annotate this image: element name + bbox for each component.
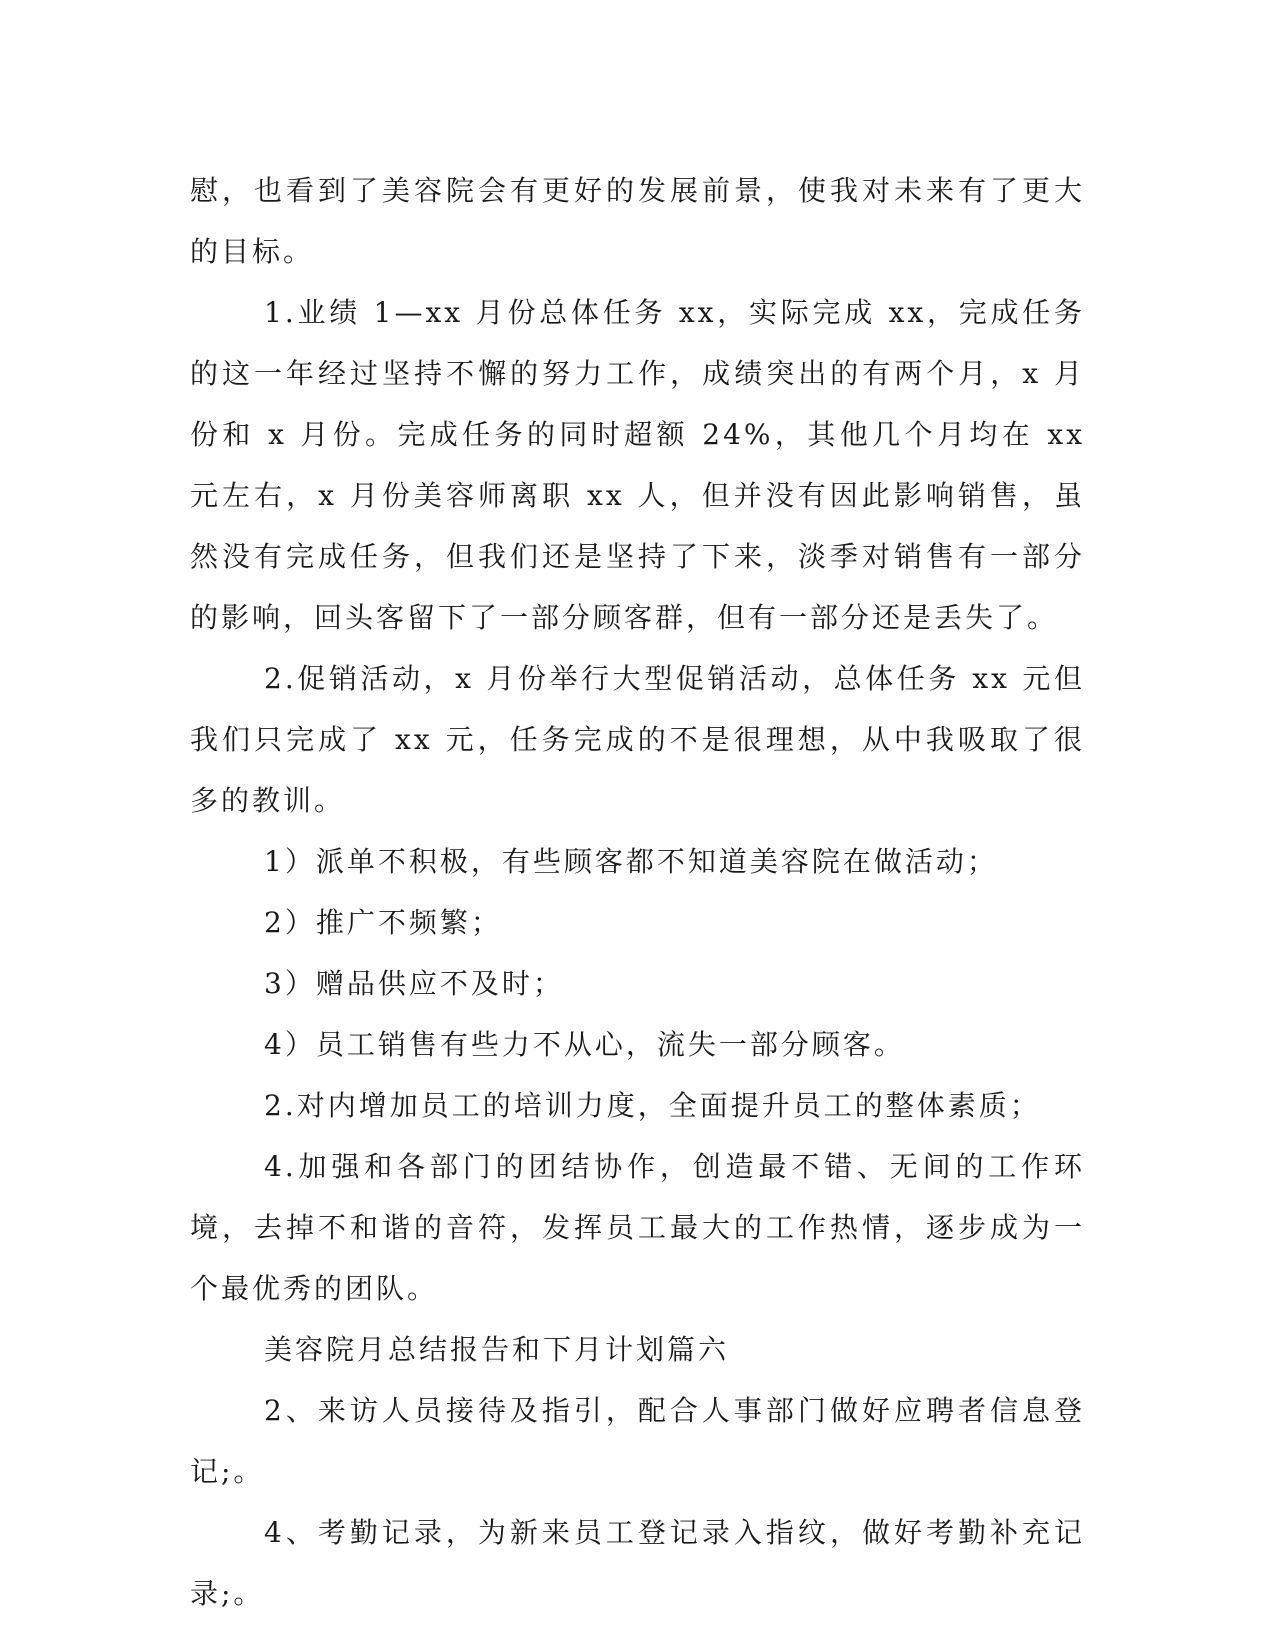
paragraph-promotion: 2.促销活动，x 月份举行大型促销活动，总体任务 xx 元但我们只完成了 xx 元，任务完成的不是很理想，从中我吸取了很多的教训。 <box>190 662 1085 817</box>
document-body <box>190 160 1085 1624</box>
paragraph-reception: 2、来访人员接待及指引，配合人事部门做好应聘者信息登记;。 <box>190 1394 1085 1488</box>
list-item: 2）推广不频繁； <box>264 906 502 939</box>
list-item: 4）员工销售有些力不从心，流失一部分顾客。 <box>264 1028 905 1061</box>
paragraph-training: 2.对内增加员工的培训力度，全面提升员工的整体素质； <box>264 1089 1041 1122</box>
paragraph-teamwork: 4.加强和各部门的团结协作，创造最不错、无间的工作环境，去掉不和谐的音符，发挥员工最大的工作热情，逐步成为一个最优秀的团队。 <box>190 1150 1085 1305</box>
paragraph-continuation: 慰，也看到了美容院会有更好的发展前景，使我对未来有了更大的目标。 <box>190 174 1085 268</box>
paragraph-attendance: 4、考勤记录，为新来员工登记录入指纹，做好考勤补充记录;。 <box>190 1516 1085 1610</box>
paragraph-performance: 1.业绩 1—xx 月份总体任务 xx，实际完成 xx，完成任务的这一年经过坚持不懈的努力工作，成绩突出的有两个月，x 月份和 x 月份。完成任务的同时超额 24%，其他几个月均在 xx 元左右，x 月份美容师离职 xx 人，但并没有因此影响销售，虽然没有完成任务，但我们还是坚持了下来，淡季对销售有一部分的影响，回头客留下了一部分顾客群，但有一部分还是丢失了。 <box>190 296 1085 634</box>
section-heading: 美容院月总结报告和下月计划篇六 <box>264 1333 730 1366</box>
list-item: 3）赠品供应不及时； <box>264 967 564 1000</box>
list-item: 1）派单不积极，有些顾客都不知道美容院在做活动； <box>264 845 998 878</box>
